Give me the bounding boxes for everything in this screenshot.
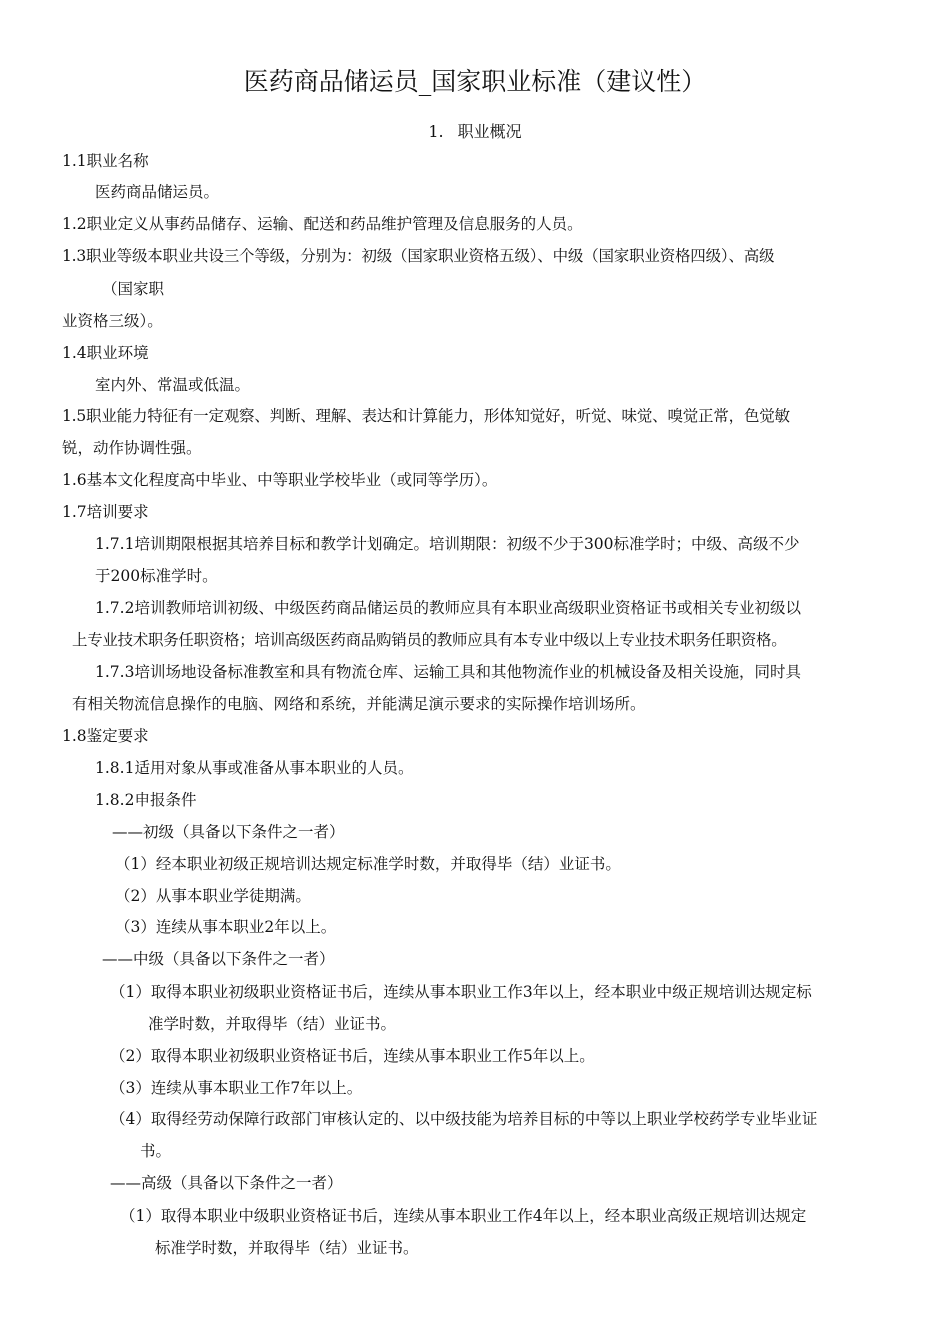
text-line: 书。 <box>140 1142 172 1160</box>
text-line: 1.8.1适用对象从事或准备从事本职业的人员。 <box>95 759 414 777</box>
text-line: （1）取得本职业初级职业资格证书后，连续从事本职业工作3年以上，经本职业中级正规培训达规定标 <box>110 983 812 1001</box>
text-line: （国家职 <box>102 280 165 298</box>
text-line: （1）经本职业初级正规培训达规定标准学时数，并取得毕（结）业证书。 <box>115 855 621 873</box>
text-line: （1）取得本职业中级职业资格证书后，连续从事本职业工作4年以上，经本职业高级正规培训达规定 <box>120 1207 807 1225</box>
text-line: 准学时数，并取得毕（结）业证书。 <box>148 1015 397 1033</box>
text-line: 室内外、常温或低温。 <box>95 376 251 394</box>
text-line: 业资格三级）。 <box>62 312 163 330</box>
text-line: 1.4职业环境 <box>62 344 149 362</box>
text-line: ——初级（具备以下条件之一者） <box>112 823 345 841</box>
text-line: 标准学时数，并取得毕（结）业证书。 <box>155 1239 419 1257</box>
text-line: 上专业技术职务任职资格；培训高级医药商品购销员的教师应具有本专业中级以上专业技术职务任职资格。 <box>72 631 787 649</box>
text-line: 1.2职业定义从事药品储存、运输、配送和药品维护管理及信息服务的人员。 <box>62 215 583 233</box>
text-line: 1.7.1培训期限根据其培养目标和教学计划确定。培训期限：初级不少于300标准学时；中级、高级不少 <box>95 535 800 553</box>
text-line: ——高级（具备以下条件之一者） <box>110 1174 343 1192</box>
text-line: 锐，动作协调性强。 <box>62 439 202 457</box>
text-line: 1.1职业名称 <box>62 152 149 170</box>
text-line: 1.8.2申报条件 <box>95 791 197 809</box>
text-line: （4）取得经劳动保障行政部门审核认定的、以中级技能为培养目标的中等以上职业学校药学专业毕业证 <box>110 1110 818 1128</box>
text-line: 有相关物流信息操作的电脑、网络和系统，并能满足演示要求的实际操作培训场所。 <box>72 695 646 713</box>
text-line: ——中级（具备以下条件之一者） <box>102 950 335 968</box>
text-line: （3）连续从事本职业工作7年以上。 <box>110 1079 363 1097</box>
text-line: （2）从事本职业学徒期满。 <box>115 887 311 905</box>
text-line: 1.6基本文化程度高中毕业、中等职业学校毕业（或同等学历）。 <box>62 471 498 489</box>
section-title: 职业概况 <box>457 122 522 141</box>
text-line: 于200标准学时。 <box>95 567 218 585</box>
text-line: （2）取得本职业初级职业资格证书后，连续从事本职业工作5年以上。 <box>110 1047 595 1065</box>
text-line: 1.8鉴定要求 <box>62 727 149 745</box>
text-line: 1.3职业等级本职业共设三个等级，分别为：初级（国家职业资格五级）、中级（国家职业资格四级）、高级 <box>62 247 775 265</box>
text-line: 1.7培训要求 <box>62 503 149 521</box>
text-line: 1.7.2培训教师培训初级、中级医药商品储运员的教师应具有本职业高级职业资格证书或相关专业初级以 <box>95 599 801 617</box>
section-number: 1. <box>428 122 444 141</box>
text-line: 医药商品储运员。 <box>95 183 220 201</box>
text-line: 1.5职业能力特征有一定观察、判断、理解、表达和计算能力，形体知觉好，听觉、味觉、嗅觉正常，色觉敏 <box>62 407 790 425</box>
text-line: （3）连续从事本职业2年以上。 <box>115 918 337 936</box>
document-title: 医药商品储运员_国家职业标准（建议性） <box>243 67 707 96</box>
text-line: 1.7.3培训场地设备标准教室和具有物流仓库、运输工具和其他物流作业的机械设备及相关设施，同时具 <box>95 663 801 681</box>
section-heading <box>0 120 950 144</box>
